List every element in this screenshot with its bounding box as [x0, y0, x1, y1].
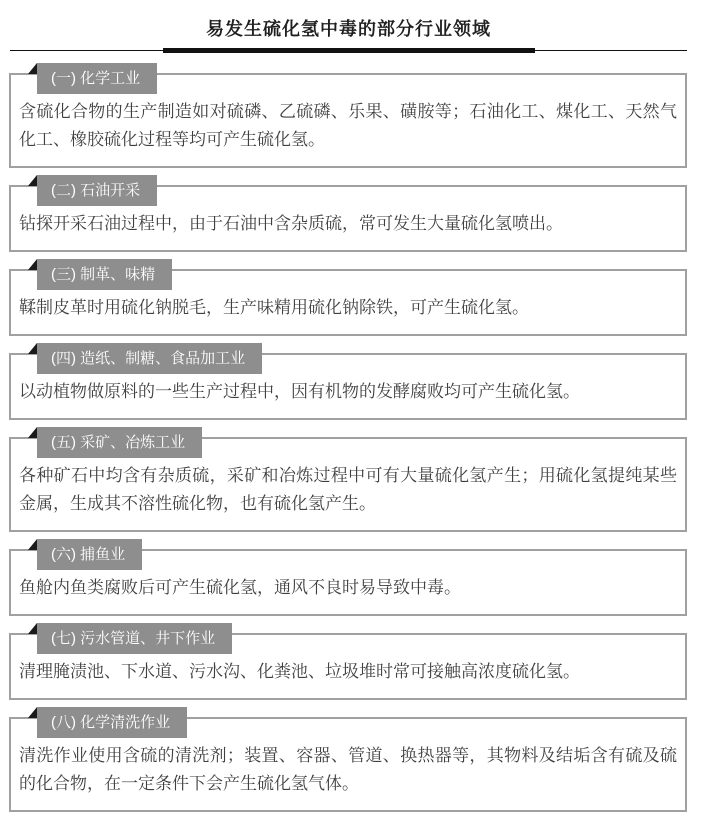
industry-section — [9, 630, 687, 700]
section-header-badge — [37, 343, 262, 374]
ribbon-fold-icon — [28, 343, 37, 354]
section-body-text: 含硫化合物的生产制造如对硫磷、乙硫磷、乐果、磺胺等；石油化工、煤化工、天然气化工、橡胶硫化过程等均可产生硫化氢。 — [19, 102, 677, 149]
ribbon-fold-icon — [28, 539, 37, 550]
section-label: (四) 造纸、制糖、食品加工业 — [51, 350, 246, 367]
section-header-badge — [37, 623, 232, 654]
ribbon-fold-icon — [28, 707, 37, 718]
industry-section — [9, 434, 687, 532]
section-body-text: 钻探开采石油过程中，由于石油中含杂质硫，常可发生大量硫化氢喷出。 — [19, 214, 563, 233]
industry-section — [9, 266, 687, 336]
section-label: (七) 污水管道、井下作业 — [51, 630, 216, 647]
ribbon-fold-icon — [28, 623, 37, 634]
section-header-badge — [37, 539, 142, 570]
section-label: (六) 捕鱼业 — [51, 546, 126, 563]
section-label: (八) 化学清洗作业 — [51, 714, 171, 731]
industry-section — [9, 714, 687, 812]
section-body-text: 鞣制皮革时用硫化钠脱毛，生产味精用硫化钠除铁，可产生硫化氢。 — [19, 298, 529, 317]
industry-section — [9, 350, 687, 420]
section-list — [0, 70, 711, 812]
section-header-badge — [37, 707, 187, 738]
title-divider — [10, 48, 687, 53]
section-body-text: 清洗作业使用含硫的清洗剂；装置、容器、管道、换热器等，其物料及结垢含有硫及硫的化合物，在一定条件下会产生硫化氢气体。 — [19, 746, 677, 793]
section-body-text: 鱼舱内鱼类腐败后可产生硫化氢，通风不良时易导致中毒。 — [19, 578, 461, 597]
industry-section — [9, 546, 687, 616]
section-body-text: 清理腌渍池、下水道、污水沟、化粪池、垃圾堆时常可接触高浓度硫化氢。 — [19, 662, 580, 681]
section-body-text: 以动植物做原料的一些生产过程中，因有机物的发酵腐败均可产生硫化氢。 — [19, 382, 580, 401]
section-label: (一) 化学工业 — [51, 70, 141, 87]
section-header-badge — [37, 63, 157, 94]
section-header-badge — [37, 175, 157, 206]
ribbon-fold-icon — [28, 63, 37, 74]
section-body-text: 各种矿石中均含有杂质硫，采矿和冶炼过程中可有大量硫化氢产生；用硫化氢提纯某些金属，生成其不溶性硫化物，也有硫化氢产生。 — [19, 466, 677, 513]
divider-thick-bar — [163, 48, 535, 53]
section-label: (二) 石油开采 — [51, 182, 141, 199]
industry-section — [9, 182, 687, 252]
ribbon-fold-icon — [28, 175, 37, 186]
section-header-badge — [37, 259, 172, 290]
industry-section — [9, 70, 687, 168]
section-header-badge — [37, 427, 202, 458]
page-title: 易发生硫化氢中毒的部分行业领域 — [206, 19, 491, 39]
ribbon-fold-icon — [28, 427, 37, 438]
ribbon-fold-icon — [28, 259, 37, 270]
section-label: (五) 采矿、冶炼工业 — [51, 434, 186, 451]
section-label: (三) 制革、味精 — [51, 266, 156, 283]
